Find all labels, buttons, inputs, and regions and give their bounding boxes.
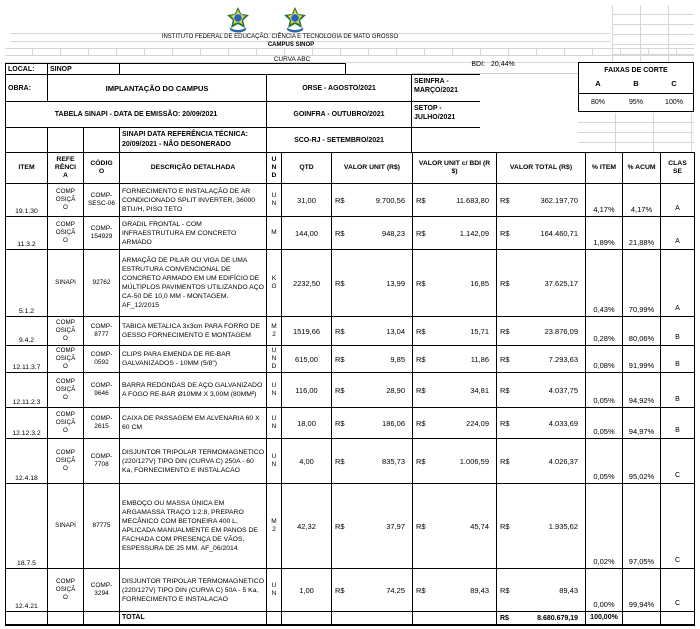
faixa-value-b: 95% xyxy=(628,99,643,106)
header-qtd: QTD xyxy=(282,153,332,184)
ref-sco: SCO-RJ - SETEMBRO/2021 xyxy=(266,127,412,153)
currency-symbol: R$ xyxy=(500,195,510,205)
cell-valor-total xyxy=(497,217,586,250)
cell-descricao: GRADIL FRONTAL - COM INFRAESTRUTURA EM CONCRETO ARMADO xyxy=(120,217,267,250)
money-value: 74,25 xyxy=(386,585,405,595)
cell-classe: C xyxy=(661,569,695,612)
cell-descricao: TABICA METALICA 3x3cm PARA FORRO DE GESSO FORNECIMENTO E MONTAGEM xyxy=(120,317,267,346)
cell-referencia: SINAPI xyxy=(48,250,84,317)
cell-valor-unit xyxy=(332,317,413,346)
cell-item: 19.1.30 xyxy=(6,184,48,217)
money-value: 1.006,59 xyxy=(459,456,489,466)
money-value: 8.680.679,19 xyxy=(537,614,578,622)
cell-referencia: COMPOSIÇÃO xyxy=(48,408,84,439)
cell-pct-item: 4,17% xyxy=(586,184,623,217)
cell-pct-acum: 97,05% xyxy=(623,484,661,569)
cell-item: 5.1.2 xyxy=(6,250,48,317)
cell-pct-item: 0,28% xyxy=(586,317,623,346)
header-codigo: CÓDIGO xyxy=(84,153,120,184)
cell-unidade: UN xyxy=(267,373,282,408)
cell-descricao: CAIXA DE PASSAGEM EM ALVENARIA 60 X 60 CM xyxy=(120,408,267,439)
money-value: 186,06 xyxy=(382,418,405,428)
empty-cell xyxy=(6,612,48,626)
ref-seinfra: SEINFRA - MARÇO/2021 xyxy=(411,74,480,102)
cell-referencia: COMPOSIÇÃO xyxy=(48,184,84,217)
total-valor xyxy=(497,612,586,626)
header-pct-acum: % ACUM xyxy=(623,153,661,184)
cell-item: 12.11.3.7 xyxy=(6,346,48,373)
money-value: 9.700,56 xyxy=(375,195,405,205)
currency-symbol: R$ xyxy=(416,385,426,395)
cell-codigo: COMP-2615 xyxy=(84,408,120,439)
cell-qtd: 1519,66 xyxy=(282,317,332,346)
cell-unidade: M2 xyxy=(267,484,282,569)
currency-symbol: R$ xyxy=(500,456,510,466)
money-value: 13,99 xyxy=(386,278,405,288)
cell-valor-unit-bdi xyxy=(413,217,497,250)
header-unidade: UND xyxy=(267,153,282,184)
header-valor-unit-bdi: VALOR UNIT c/ BDI (R$) xyxy=(413,153,497,184)
faixa-class-c: C xyxy=(671,79,677,88)
cell-valor-total xyxy=(497,184,586,217)
money-value: 4.037,75 xyxy=(548,385,578,395)
cell-valor-unit xyxy=(332,373,413,408)
cell-valor-unit-bdi xyxy=(413,373,497,408)
money-value: 835,73 xyxy=(382,456,405,466)
header-valor-total: VALOR TOTAL (R$) xyxy=(497,153,586,184)
table-row xyxy=(6,217,695,250)
cell-classe: B xyxy=(661,408,695,439)
money-value: 89,43 xyxy=(559,585,578,595)
cell-classe: C xyxy=(661,484,695,569)
cell-codigo: COMP-9646 xyxy=(84,373,120,408)
currency-symbol: R$ xyxy=(500,326,510,336)
money-value: 23.876,09 xyxy=(544,326,578,336)
table-row xyxy=(6,250,695,317)
campus-name: CAMPUS SINOP xyxy=(267,41,315,48)
cell-pct-item: 0,05% xyxy=(586,373,623,408)
cell-pct-acum: 95,02% xyxy=(623,439,661,484)
cell-unidade: UN xyxy=(267,408,282,439)
cell-qtd: 1,00 xyxy=(282,569,332,612)
obra-label: OBRA: xyxy=(5,74,48,102)
faixas-de-corte-box xyxy=(578,62,694,112)
cell-descricao: ARMAÇÃO DE PILAR OU VIGA DE UMA ESTRUTURA CONVENCIONAL DE CONCRETO ARMADO EM UM EDIFÍCIO DE MÚLTIPLOS PAVIMENTOS UTILIZANDO AÇO CA-50 DE 10,0 MM - MONTAGEM. AF_12/2015 xyxy=(120,250,267,317)
local-value: SINOP xyxy=(47,63,120,75)
money-value: 15,71 xyxy=(470,326,489,336)
cell-referencia: SINAPI xyxy=(48,484,84,569)
local-label: LOCAL: xyxy=(5,63,48,75)
cell-valor-unit xyxy=(332,250,413,317)
table-row xyxy=(6,317,695,346)
cell-unidade: M xyxy=(267,217,282,250)
table-row xyxy=(6,569,695,612)
table-header-row xyxy=(6,153,695,184)
tabela-sinapi: TABELA SINAPI - DATA DE EMISSÃO: 20/09/2021 xyxy=(5,101,267,128)
money-value: 37.625,17 xyxy=(544,278,578,288)
cell-valor-unit-bdi xyxy=(413,250,497,317)
money-value: 7.293,63 xyxy=(548,354,578,364)
table-row xyxy=(6,439,695,484)
cell-valor-unit xyxy=(332,569,413,612)
institution-name: INSTITUTO FEDERAL DE EDUCAÇÃO, CIÊNCIA E TECNOLOGIA DE MATO GROSSO xyxy=(161,34,399,40)
money-value: 13,04 xyxy=(386,326,405,336)
ref-setop: SETOP - JULHO/2021 xyxy=(411,101,480,128)
cell-valor-unit-bdi xyxy=(413,317,497,346)
cell-referencia: COMPOSIÇÃO xyxy=(48,373,84,408)
cell-classe: A xyxy=(661,250,695,317)
header-referencia: REFERÊNCIA xyxy=(48,153,84,184)
money-value: 4.033,69 xyxy=(548,418,578,428)
money-value: 11,86 xyxy=(470,354,489,364)
cell-referencia: COMPOSIÇÃO xyxy=(48,217,84,250)
table-row xyxy=(6,484,695,569)
currency-symbol: R$ xyxy=(500,385,510,395)
cell-qtd: 144,00 xyxy=(282,217,332,250)
cell-pct-acum: 4,17% xyxy=(623,184,661,217)
cell-pct-acum: 21,88% xyxy=(623,217,661,250)
cell-item: 18.7.5 xyxy=(6,484,48,569)
cell-pct-item: 0,43% xyxy=(586,250,623,317)
currency-symbol: R$ xyxy=(335,385,345,395)
money-value: 164.460,71 xyxy=(540,228,578,238)
currency-symbol: R$ xyxy=(416,278,426,288)
cell-valor-total xyxy=(497,317,586,346)
cell-pct-item: 0,02% xyxy=(586,484,623,569)
table-row xyxy=(6,184,695,217)
bdi-value: 20,44% xyxy=(491,61,515,68)
money-value: 1.935,62 xyxy=(548,521,578,531)
currency-symbol: R$ xyxy=(416,418,426,428)
cell-item: 12.4.21 xyxy=(6,569,48,612)
cell-item: 9.4.2 xyxy=(6,317,48,346)
faixas-title: FAIXAS DE CORTE xyxy=(604,67,668,74)
money-value: 362.197,70 xyxy=(540,195,578,205)
cell-qtd: 116,00 xyxy=(282,373,332,408)
cell-qtd: 2232,50 xyxy=(282,250,332,317)
curva-abc-table xyxy=(5,152,695,626)
cell-pct-item: 0,00% xyxy=(586,569,623,612)
cell-valor-unit xyxy=(332,408,413,439)
currency-symbol: R$ xyxy=(500,585,510,595)
cell-classe: B xyxy=(661,346,695,373)
cell-qtd: 4,00 xyxy=(282,439,332,484)
currency-symbol: R$ xyxy=(335,585,345,595)
cell-pct-acum: 91,99% xyxy=(623,346,661,373)
currency-symbol: R$ xyxy=(500,614,509,622)
total-pct: 100,00% xyxy=(586,612,623,626)
cell-descricao: DISJUNTOR TRIPOLAR TERMOMAGNETICO (220/127V) TIPO DIN (CURVA C) 50A - 5 Ka, FORNECIMENTO E INSTALACAO xyxy=(120,569,267,612)
cell-unidade: UND xyxy=(267,346,282,373)
cell-codigo: COMP-154929 xyxy=(84,217,120,250)
cell-pct-item: 0,05% xyxy=(586,439,623,484)
cell-valor-total xyxy=(497,346,586,373)
cell-referencia: COMPOSIÇÃO xyxy=(48,439,84,484)
cell-valor-total xyxy=(497,484,586,569)
cell-pct-acum: 99,94% xyxy=(623,569,661,612)
cell-valor-unit xyxy=(332,184,413,217)
currency-symbol: R$ xyxy=(416,228,426,238)
empty-cell xyxy=(84,612,120,626)
money-value: 34,81 xyxy=(470,385,489,395)
cell-unidade: UN xyxy=(267,569,282,612)
empty-cell xyxy=(83,127,120,153)
cell-valor-total xyxy=(497,408,586,439)
empty-cell xyxy=(282,612,332,626)
cell-classe: C xyxy=(661,439,695,484)
cell-qtd: 42,32 xyxy=(282,484,332,569)
cell-unidade: UN xyxy=(267,439,282,484)
empty-cell xyxy=(48,612,84,626)
currency-symbol: R$ xyxy=(500,418,510,428)
empty-cell xyxy=(332,612,413,626)
money-value: 45,74 xyxy=(470,521,489,531)
total-label: TOTAL xyxy=(120,612,267,626)
table-row xyxy=(6,346,695,373)
empty-cell xyxy=(413,612,497,626)
money-value: 4.026,37 xyxy=(548,456,578,466)
cell-codigo: 92762 xyxy=(84,250,120,317)
money-value: 37,97 xyxy=(386,521,405,531)
faixa-class-b: B xyxy=(633,79,639,88)
bdi-label: BDI: xyxy=(471,61,485,68)
cell-codigo: COMP-0592 xyxy=(84,346,120,373)
currency-symbol: R$ xyxy=(500,228,510,238)
cell-codigo: COMP-7708 xyxy=(84,439,120,484)
table-row xyxy=(6,408,695,439)
cell-valor-unit xyxy=(332,217,413,250)
obra-value: IMPLANTAÇÃO DO CAMPUS xyxy=(47,74,267,102)
cell-descricao: FORNECIMENTO E INSTALAÇÃO DE AR CONDICIONADO SPLIT INVERTER, 36000 BTU/H, PISO TETO xyxy=(120,184,267,217)
table-row xyxy=(6,373,695,408)
grid-ticks-row xyxy=(5,48,694,55)
referencia-tecnica: SINAPI DATA REFERÊNCIA TÉCNICA: 20/09/2021 - NÃO DESONERADO xyxy=(119,127,267,153)
header-pct-item: % ITEM xyxy=(586,153,623,184)
cell-valor-unit-bdi xyxy=(413,408,497,439)
cell-pct-acum: 80,06% xyxy=(623,317,661,346)
cell-classe: B xyxy=(661,317,695,346)
cell-unidade: UN xyxy=(267,184,282,217)
faixa-class-a: A xyxy=(595,79,601,88)
currency-symbol: R$ xyxy=(335,228,345,238)
money-value: 11.683,80 xyxy=(456,195,489,205)
cell-descricao: BARRA REDONDAS DE AÇO GALVANIZADO A FOGO RE-BAR Ø10MM X 3,00M (80MM²) xyxy=(120,373,267,408)
empty-cell xyxy=(267,612,282,626)
currency-symbol: R$ xyxy=(416,354,426,364)
currency-symbol: R$ xyxy=(335,195,345,205)
cell-valor-unit-bdi xyxy=(413,569,497,612)
cell-descricao: DISJUNTOR TRIPOLAR TERMOMAGNETICO (220/127V) TIPO DIN (CURVA C) 250A - 60 Ka, FORNECIMENTO E INSTALACAO xyxy=(120,439,267,484)
cell-descricao: CLIPS PARA EMENDA DE RE-BAR GALVANIZADOS - 10MM (5/8") xyxy=(120,346,267,373)
cell-referencia: COMPOSIÇÃO xyxy=(48,346,84,373)
faixa-value-c: 100% xyxy=(665,99,683,106)
cell-pct-item: 0,05% xyxy=(586,408,623,439)
empty-cell xyxy=(661,612,695,626)
total-row xyxy=(6,612,695,626)
cell-pct-acum: 94,97% xyxy=(623,408,661,439)
cell-qtd: 615,00 xyxy=(282,346,332,373)
cell-valor-total xyxy=(497,569,586,612)
currency-symbol: R$ xyxy=(416,326,426,336)
sheet-title: CURVA ABC xyxy=(273,55,311,63)
cell-unidade: M2 xyxy=(267,317,282,346)
cell-valor-total xyxy=(497,439,586,484)
cell-valor-unit xyxy=(332,346,413,373)
cell-unidade: KG xyxy=(267,250,282,317)
empty-cell xyxy=(623,612,661,626)
currency-symbol: R$ xyxy=(335,326,345,336)
empty-cell xyxy=(47,127,84,153)
header-item: ITEM xyxy=(6,153,48,184)
cell-item: 12.12.3.2 xyxy=(6,408,48,439)
currency-symbol: R$ xyxy=(335,418,345,428)
currency-symbol: R$ xyxy=(335,521,345,531)
cell-pct-acum: 94,92% xyxy=(623,373,661,408)
cell-qtd: 31,00 xyxy=(282,184,332,217)
cell-referencia: COMPOSIÇÃO xyxy=(48,569,84,612)
faixa-value-a: 80% xyxy=(590,99,605,106)
cell-classe: A xyxy=(661,217,695,250)
cell-item: 11.3.2 xyxy=(6,217,48,250)
cell-referencia: COMPOSIÇÃO xyxy=(48,317,84,346)
cell-codigo: 87775 xyxy=(84,484,120,569)
currency-symbol: R$ xyxy=(500,278,510,288)
cell-valor-total xyxy=(497,373,586,408)
currency-symbol: R$ xyxy=(416,585,426,595)
currency-symbol: R$ xyxy=(500,521,510,531)
money-value: 1.142,09 xyxy=(459,228,489,238)
currency-symbol: R$ xyxy=(335,278,345,288)
cell-item: 12.4.18 xyxy=(6,439,48,484)
grid-lines-mid-right xyxy=(578,113,694,152)
money-value: 89,43 xyxy=(470,585,489,595)
cell-codigo: COMP-3294 xyxy=(84,569,120,612)
cell-pct-acum: 70,99% xyxy=(623,250,661,317)
currency-symbol: R$ xyxy=(416,195,426,205)
header-descricao: DESCRIÇÃO DETALHADA xyxy=(120,153,267,184)
cell-valor-unit-bdi xyxy=(413,346,497,373)
money-value: 948,23 xyxy=(382,228,405,238)
cell-pct-item: 1,89% xyxy=(586,217,623,250)
cell-qtd: 18,00 xyxy=(282,408,332,439)
currency-symbol: R$ xyxy=(500,354,510,364)
header-classe: CLASSE xyxy=(661,153,695,184)
cell-valor-unit-bdi xyxy=(413,184,497,217)
currency-symbol: R$ xyxy=(416,521,426,531)
cell-codigo: COMP-8777 xyxy=(84,317,120,346)
cell-valor-unit xyxy=(332,484,413,569)
cell-classe: B xyxy=(661,373,695,408)
coat-of-arms-icon xyxy=(284,7,306,34)
ref-orse: ORSE - AGOSTO/2021 xyxy=(266,74,412,102)
money-value: 16,85 xyxy=(470,278,489,288)
cell-classe: A xyxy=(661,184,695,217)
cell-valor-unit-bdi xyxy=(413,484,497,569)
money-value: 28,90 xyxy=(386,385,405,395)
currency-symbol: R$ xyxy=(335,456,345,466)
money-value: 224,09 xyxy=(466,418,489,428)
cell-codigo: COMP-SESC-06 xyxy=(84,184,120,217)
currency-symbol: R$ xyxy=(335,354,345,364)
cell-descricao: EMBOÇO OU MASSA ÚNICA EM ARGAMASSA TRAÇO 1:2:8, PREPARO MECÂNICO COM BETONEIRA 400 L, APLICADA MANUALMENTE EM PANOS DE FACHADA COM PRESENÇA DE VÃOS, ESPESSURA DE 25 MM. AF_06/2014 xyxy=(120,484,267,569)
cell-valor-unit xyxy=(332,439,413,484)
cell-valor-total xyxy=(497,250,586,317)
cell-pct-item: 0,08% xyxy=(586,346,623,373)
cell-item: 12.11.2.3 xyxy=(6,373,48,408)
currency-symbol: R$ xyxy=(416,456,426,466)
ref-goinfra: GOINFRA - OUTUBRO/2021 xyxy=(266,101,412,128)
money-value: 9,85 xyxy=(390,354,405,364)
header-valor-unit: VALOR UNIT (R$) xyxy=(332,153,413,184)
empty-cell xyxy=(5,127,48,153)
cell-valor-unit-bdi xyxy=(413,439,497,484)
coat-of-arms-icon xyxy=(227,7,249,34)
